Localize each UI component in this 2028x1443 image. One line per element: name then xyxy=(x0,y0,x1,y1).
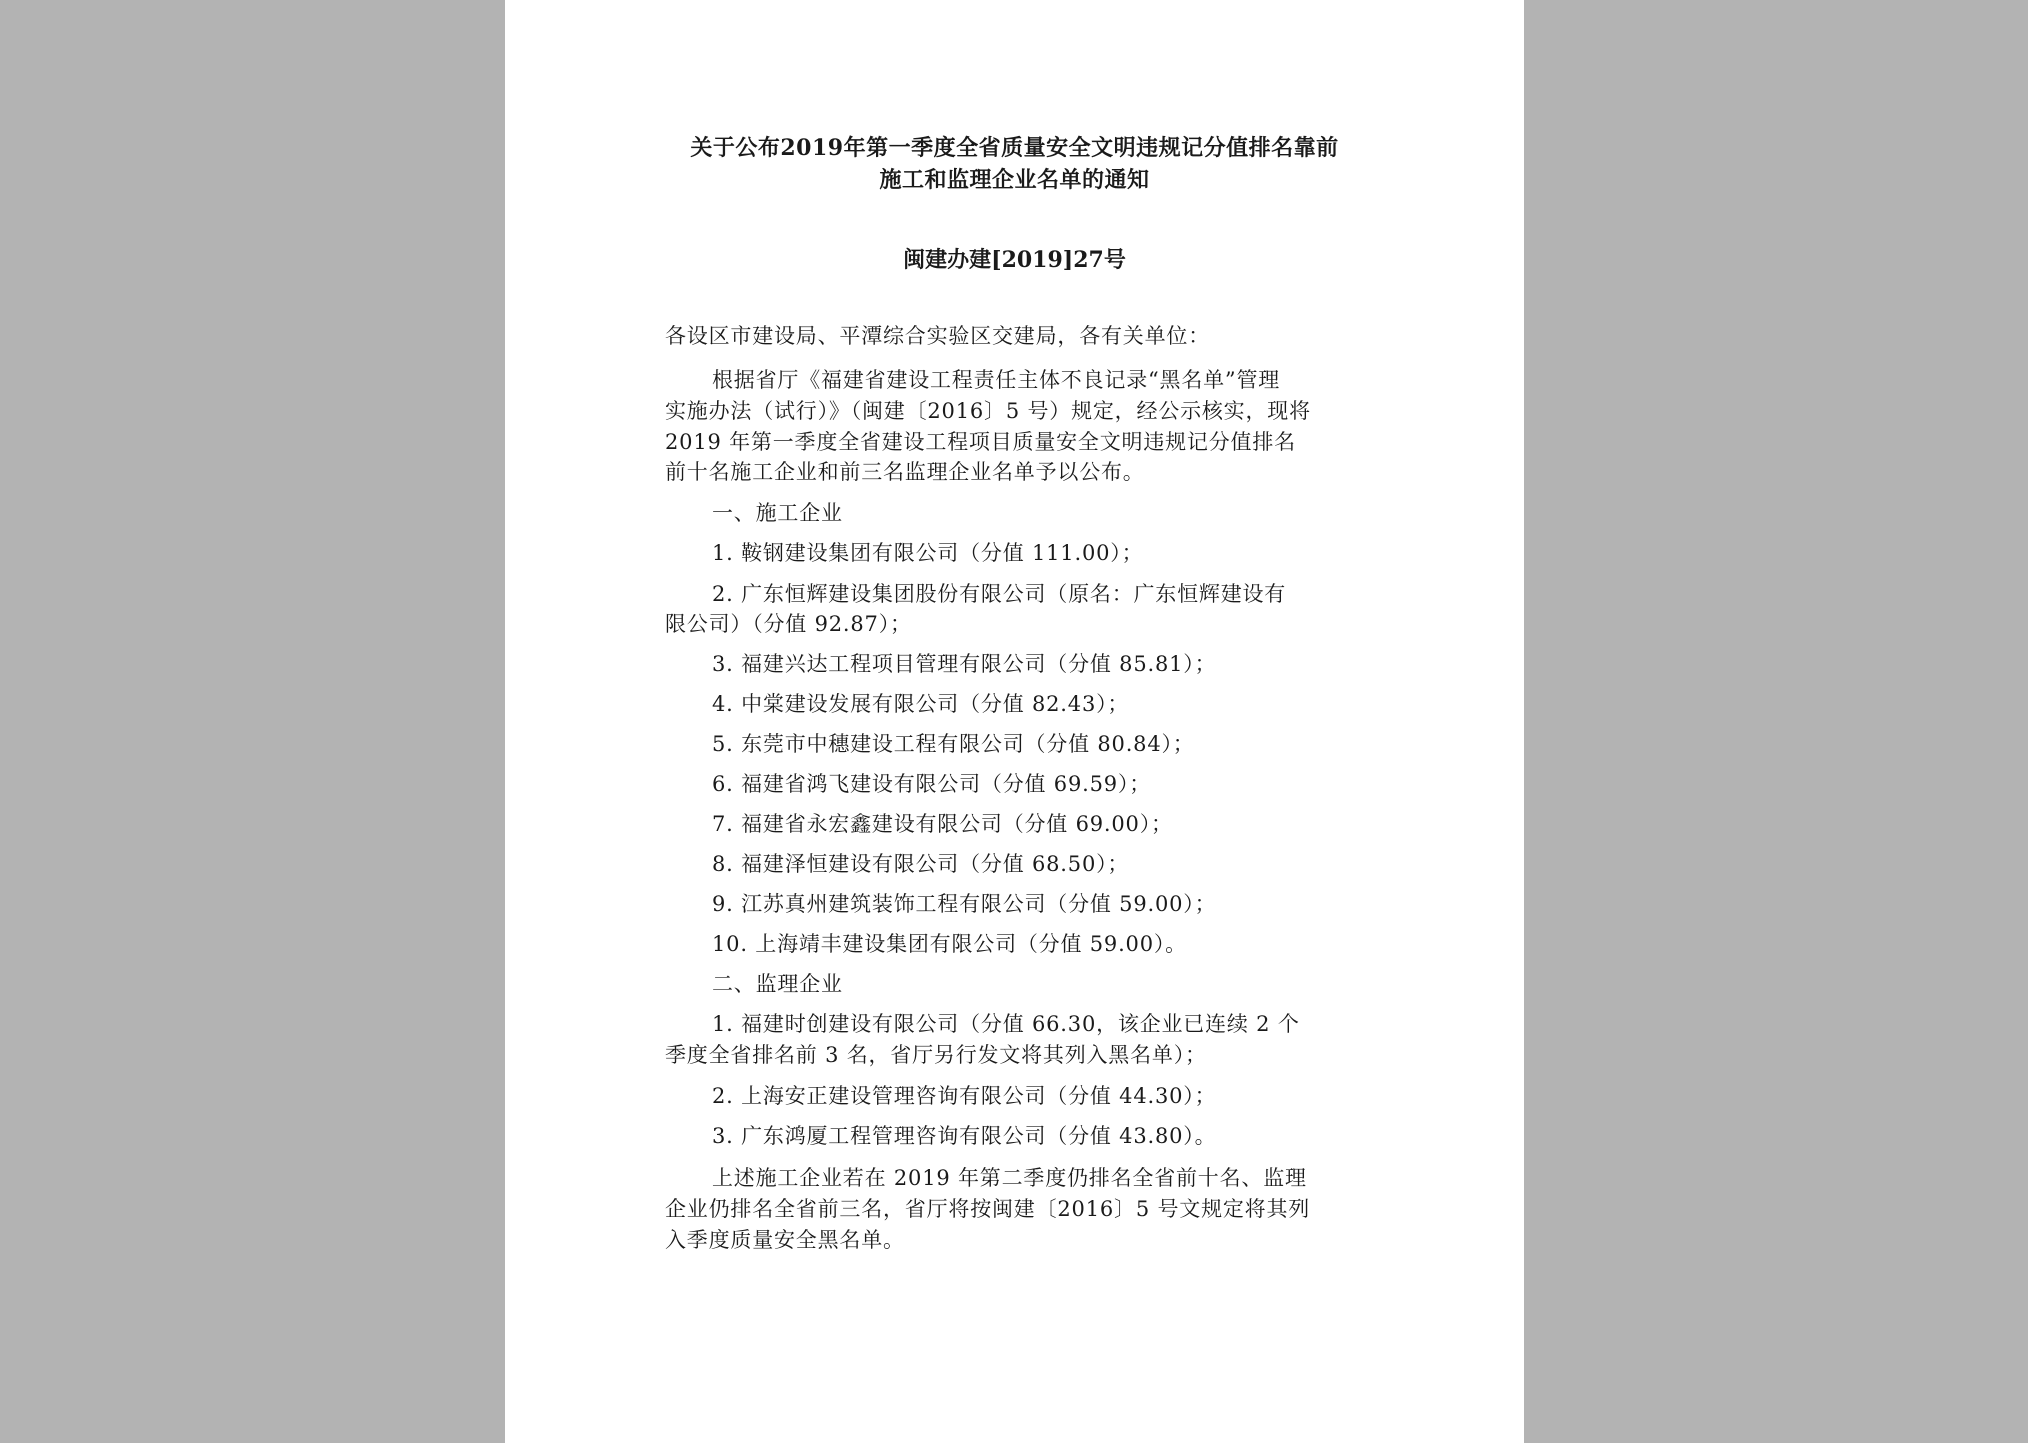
list-item: 3. 广东鸿厦工程管理咨询有限公司（分值 43.80）。 xyxy=(712,1124,1217,1148)
paragraph-line: 入季度质量安全黑名单。 xyxy=(665,1228,905,1252)
list-item: 8. 福建泽恒建设有限公司（分值 68.50）； xyxy=(712,852,1130,876)
list-item: 2. 广东恒辉建设集团股份有限公司（原名：广东恒辉建设有 xyxy=(712,582,1287,606)
section-heading: 一、施工企业 xyxy=(712,501,843,525)
document-title-line-1: 关于公布2019年第一季度全省质量安全文明违规记分值排名靠前 xyxy=(690,135,1339,161)
document-number: 闽建办建[2019]27号 xyxy=(903,247,1126,273)
paragraph-line: 企业仍排名全省前三名，省厅将按闽建〔2016〕5 号文规定将其列 xyxy=(665,1197,1311,1221)
list-item: 5. 东莞市中穗建设工程有限公司（分值 80.84）； xyxy=(712,732,1195,756)
list-item: 1. 鞍钢建设集团有限公司（分值 111.00）； xyxy=(712,541,1144,565)
salutation: 各设区市建设局、平潭综合实验区交建局，各有关单位： xyxy=(665,324,1210,348)
list-item-continuation: 季度全省排名前 3 名，省厅另行发文将其列入黑名单）； xyxy=(665,1043,1207,1067)
paragraph-line: 根据省厅《福建省建设工程责任主体不良记录“黑名单”管理 xyxy=(712,368,1281,392)
section-heading: 二、监理企业 xyxy=(712,972,843,996)
list-item: 7. 福建省永宏鑫建设有限公司（分值 69.00）； xyxy=(712,812,1173,836)
paragraph-line: 2019 年第一季度全省建设工程项目质量安全文明违规记分值排名 xyxy=(665,430,1296,454)
document-page xyxy=(505,0,1524,1443)
paragraph-line: 上述施工企业若在 2019 年第二季度仍排名全省前十名、监理 xyxy=(712,1166,1307,1190)
paragraph-line: 实施办法（试行）》（闽建〔2016〕5 号）规定，经公示核实，现将 xyxy=(665,399,1311,423)
list-item: 6. 福建省鸿飞建设有限公司（分值 69.59）； xyxy=(712,772,1152,796)
list-item: 2. 上海安正建设管理咨询有限公司（分值 44.30）； xyxy=(712,1084,1217,1108)
list-item: 9. 江苏真州建筑装饰工程有限公司（分值 59.00）； xyxy=(712,892,1217,916)
list-item: 4. 中棠建设发展有限公司（分值 82.43）； xyxy=(712,692,1130,716)
document-title-line-2: 施工和监理企业名单的通知 xyxy=(879,167,1150,193)
list-item: 10. 上海靖丰建设集团有限公司（分值 59.00）。 xyxy=(712,932,1187,956)
paragraph-line: 前十名施工企业和前三名监理企业名单予以公布。 xyxy=(665,460,1145,484)
list-item: 3. 福建兴达工程项目管理有限公司（分值 85.81）； xyxy=(712,652,1217,676)
list-item-continuation: 限公司）（分值 92.87）； xyxy=(665,612,912,636)
list-item: 1. 福建时创建设有限公司（分值 66.30，该企业已连续 2 个 xyxy=(712,1012,1300,1036)
